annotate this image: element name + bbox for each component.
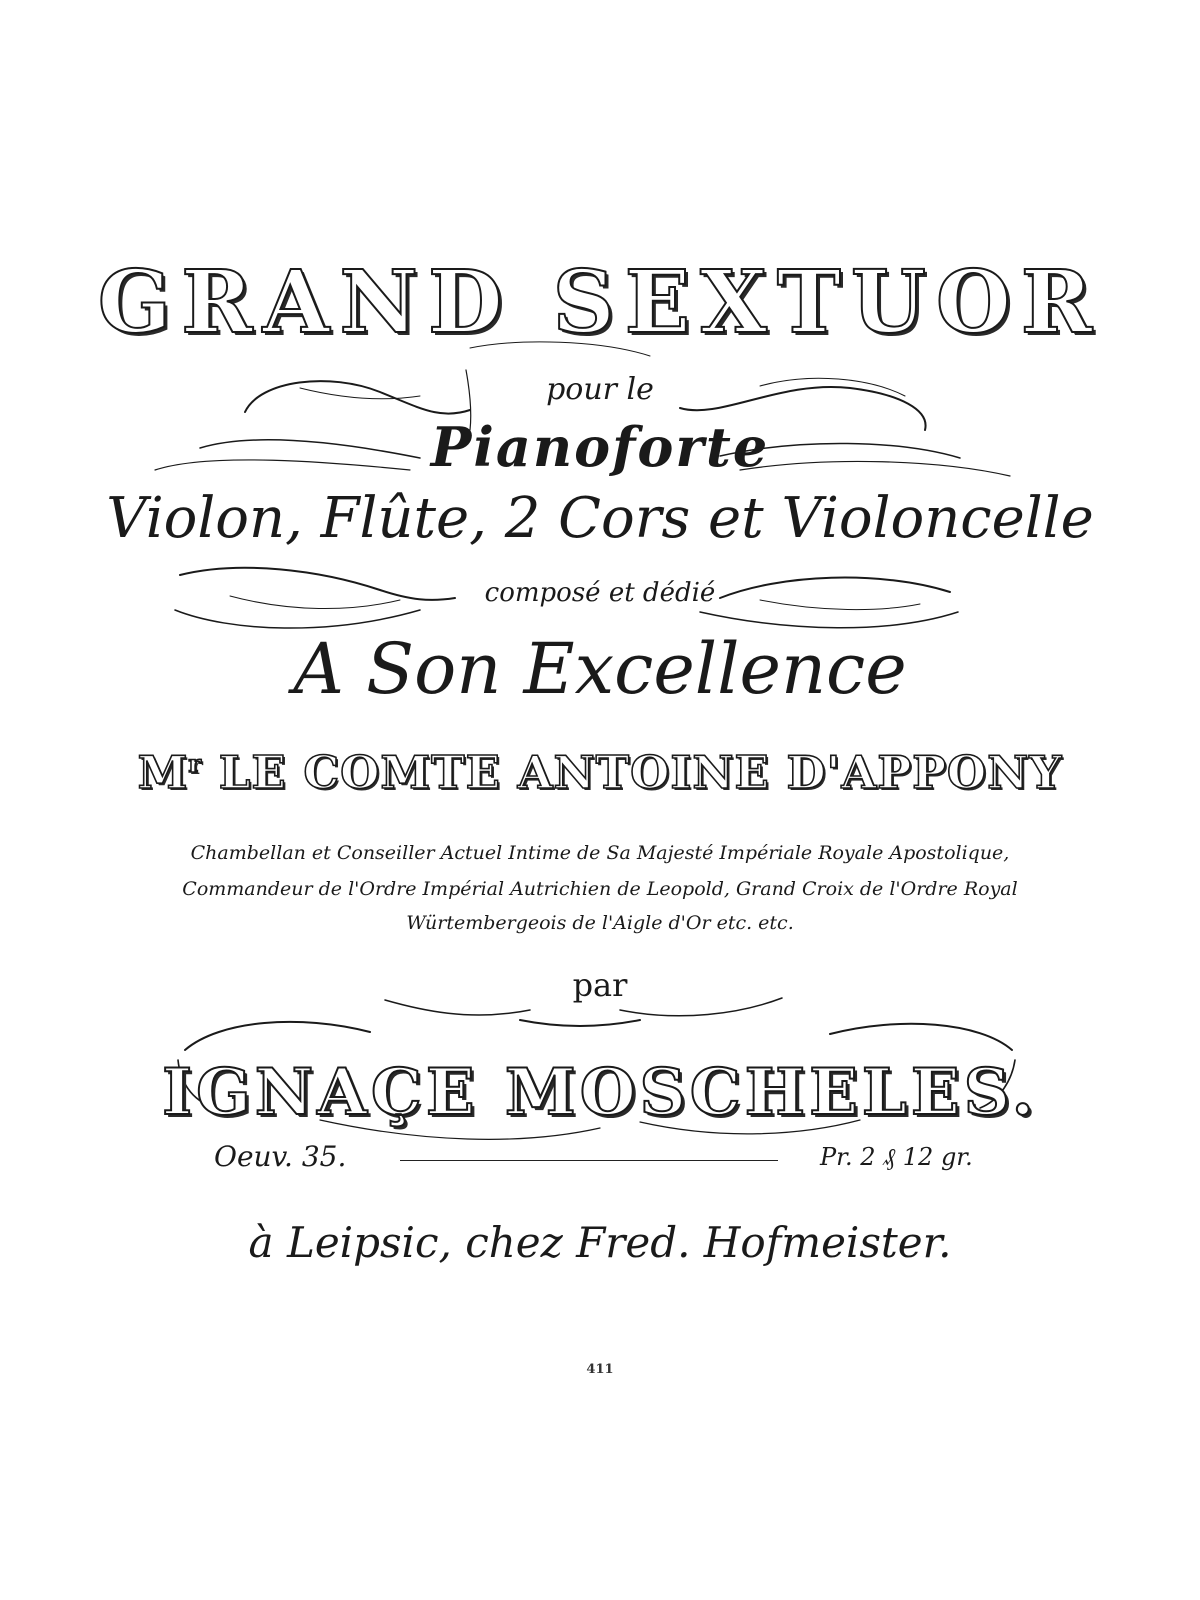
plate-number: 411 — [586, 1362, 614, 1377]
price-text: Pr. 2 ₰ 12 gr. — [820, 1143, 973, 1171]
pour-le-text: pour le — [546, 372, 654, 407]
dedicatee-prefix-sup: r — [188, 749, 203, 778]
par-text: par — [572, 966, 628, 1004]
dedicatee-prefix: M — [137, 746, 189, 799]
dedication-heading: A Son Excellence — [293, 628, 907, 710]
dedicatee-name — [0, 746, 1200, 799]
composer-name: IGNAÇE MOSCHELES. — [162, 1055, 1038, 1130]
instrumentation: Violon, Flûte, 2 Cors et Violoncelle — [106, 486, 1094, 551]
divider-rule — [400, 1160, 778, 1161]
opus-number: Oeuv. 35. — [214, 1140, 347, 1173]
compose-dedie-text: composé et dédié — [484, 578, 716, 608]
dedicatee-title-line: Chambellan et Conseiller Actuel Intime de Sa Majesté Impériale Royale Apostolique, — [190, 842, 1010, 864]
dedicatee-title-line: Würtembergeois de l'Aigle d'Or etc. etc. — [406, 912, 794, 934]
publisher-line: à Leipsic, chez Fred. Hofmeister. — [248, 1218, 952, 1267]
work-title: GRAND SEXTUOR — [97, 252, 1103, 353]
dedicatee-title-line: Commandeur de l'Ordre Impérial Autrichien de Leopold, Grand Croix de l'Ordre Royal — [182, 878, 1018, 900]
dedicatee-full-name: LE COMTE ANTOINE D'APPONY — [218, 746, 1063, 799]
instrument-primary: Pianoforte — [430, 415, 770, 479]
